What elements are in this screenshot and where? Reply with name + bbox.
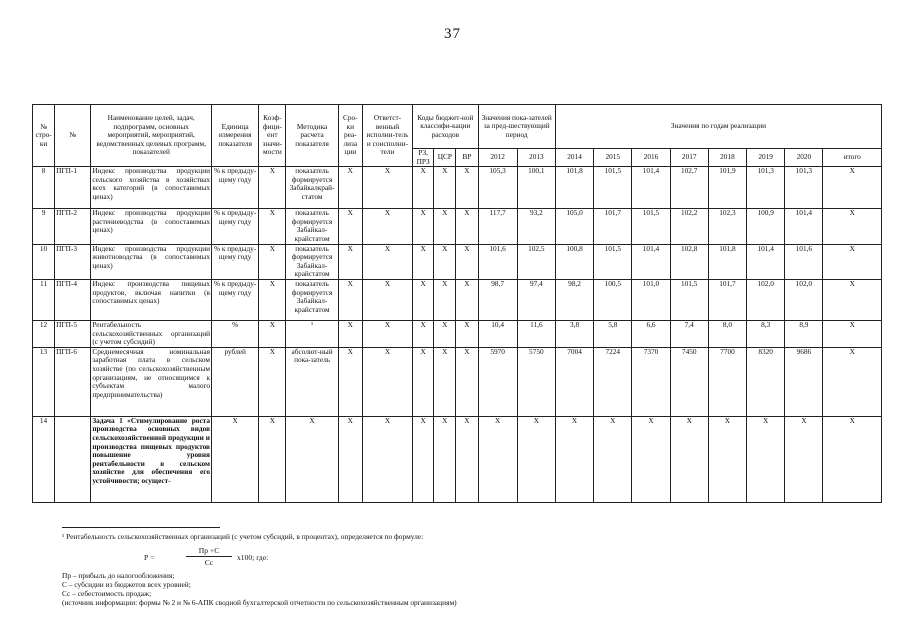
value-cell: Х <box>594 416 632 502</box>
formula-fraction <box>186 546 232 567</box>
responsible-cell: Х <box>362 416 412 502</box>
table-row <box>33 279 882 320</box>
header-year: 2019 <box>747 149 785 167</box>
name-cell: Среднемесячная номинальная заработная плата в сельском хозяйстве (по сельскохозяйственным организациям, не относящимся к субъектам малого предпринимательства) <box>91 347 212 416</box>
rz-cell: Х <box>413 167 434 209</box>
unit-cell: % к предыду-щему году <box>212 279 259 320</box>
value-cell: 7224 <box>594 347 632 416</box>
coefficient-cell: Х <box>259 209 286 244</box>
method-cell: показатель формируется Забайкалкрай-статом <box>286 167 338 209</box>
responsible-cell: Х <box>362 167 412 209</box>
value-cell: Х <box>632 416 670 502</box>
value-cell: Х <box>747 416 785 502</box>
unit-cell: рублей <box>212 347 259 416</box>
value-cell: 101,8 <box>555 167 593 209</box>
method-cell: абсолют-ный пока-затель <box>286 347 338 416</box>
csr-cell: Х <box>434 416 456 502</box>
header-row-number: № стро-ки <box>33 105 55 167</box>
table-row <box>33 167 882 209</box>
csr-cell: Х <box>434 279 456 320</box>
value-cell: 101,3 <box>785 167 823 209</box>
value-cell: 5750 <box>517 347 555 416</box>
vr-cell: Х <box>456 209 478 244</box>
code-cell: ПГП-3 <box>55 244 91 279</box>
unit-cell: % к предыду-щему году <box>212 244 259 279</box>
task-row <box>33 416 882 502</box>
formula-numerator: Пр +С <box>186 546 232 557</box>
value-cell: 101,5 <box>670 279 708 320</box>
header-year: 2018 <box>708 149 746 167</box>
table-row <box>33 347 882 416</box>
value-cell: 8,9 <box>785 320 823 347</box>
header-year: 2016 <box>632 149 670 167</box>
responsible-cell: Х <box>362 320 412 347</box>
value-cell: 102,2 <box>670 209 708 244</box>
definition: Пр – прибыль до налогообложения; <box>62 571 175 580</box>
value-cell: 102,7 <box>670 167 708 209</box>
table-row <box>33 320 882 347</box>
value-cell: Х <box>708 416 746 502</box>
header-coefficient: Коэф-фици-ент значи-мости <box>259 105 286 167</box>
value-cell: 5970 <box>478 347 517 416</box>
method-cell: ¹ <box>286 320 338 347</box>
header-year: 2017 <box>670 149 708 167</box>
row-number-cell: 8 <box>33 167 55 209</box>
header-method: Методика расчета показателя <box>286 105 338 167</box>
value-cell: 100,1 <box>517 167 555 209</box>
vr-cell: Х <box>456 320 478 347</box>
rz-cell: Х <box>413 320 434 347</box>
footnote-rule <box>62 527 220 528</box>
value-cell: 101,0 <box>632 279 670 320</box>
csr-cell: Х <box>434 320 456 347</box>
value-cell: 102,0 <box>747 279 785 320</box>
header-year: 2012 <box>478 149 517 167</box>
footnote-text: ¹ Рентабельность сельскохозяйственных организаций (с учетом субсидий, в процентах), определяется по формуле: <box>62 532 424 541</box>
rz-cell: Х <box>413 244 434 279</box>
total-cell: Х <box>823 244 882 279</box>
value-cell: 8,0 <box>708 320 746 347</box>
header-unit: Единица измерения показателя <box>212 105 259 167</box>
value-cell: 9686 <box>785 347 823 416</box>
formula-lhs: Р = <box>144 553 155 562</box>
value-cell: 102,5 <box>517 244 555 279</box>
row-number-cell: 10 <box>33 244 55 279</box>
csr-cell: Х <box>434 347 456 416</box>
value-cell: 101,6 <box>785 244 823 279</box>
definition: С – субсидии из бюджетов всех уровней; <box>62 580 191 589</box>
vr-cell: Х <box>456 347 478 416</box>
rz-cell: Х <box>413 416 434 502</box>
code-cell <box>55 416 91 502</box>
value-cell: 98,7 <box>478 279 517 320</box>
header-code: № <box>55 105 91 167</box>
coefficient-cell: Х <box>259 279 286 320</box>
total-cell: Х <box>823 320 882 347</box>
header-year: 2020 <box>785 149 823 167</box>
value-cell: Х <box>555 416 593 502</box>
value-cell: Х <box>517 416 555 502</box>
code-cell: ПГП-6 <box>55 347 91 416</box>
header-prev-period: Значения пока-зателей за пред-шествующий период <box>478 105 555 149</box>
csr-cell: Х <box>434 244 456 279</box>
terms-cell: Х <box>338 416 362 502</box>
total-cell: Х <box>823 209 882 244</box>
rz-cell: Х <box>413 347 434 416</box>
value-cell: 7370 <box>632 347 670 416</box>
terms-cell: Х <box>338 320 362 347</box>
vr-cell: Х <box>456 167 478 209</box>
table-row <box>33 244 882 279</box>
code-cell: ПГП-1 <box>55 167 91 209</box>
formula-rhs: х100; где: <box>237 553 269 562</box>
value-cell: 101,4 <box>632 244 670 279</box>
value-cell: 101,4 <box>747 244 785 279</box>
csr-cell: Х <box>434 167 456 209</box>
value-cell: 101,4 <box>632 167 670 209</box>
unit-cell: % <box>212 320 259 347</box>
total-cell: Х <box>823 416 882 502</box>
unit-cell: Х <box>212 416 259 502</box>
value-cell: 8320 <box>747 347 785 416</box>
header-by-years: Значения по годам реализации <box>555 105 881 149</box>
value-cell: 101,3 <box>747 167 785 209</box>
value-cell: 101,6 <box>478 244 517 279</box>
value-cell: 93,2 <box>517 209 555 244</box>
definition: Сс – себестоимость продаж; <box>62 589 152 598</box>
indicators-table <box>32 104 882 503</box>
value-cell: 7004 <box>555 347 593 416</box>
header-rz: РЗ, ПРЗ <box>413 149 434 167</box>
coefficient-cell: Х <box>259 347 286 416</box>
header-name: Наименование целей, задач, подпрограмм, основных мероприятий, мероприятий, ведомственных целевых программ, показателей <box>91 105 212 167</box>
header-responsible: Ответст-венный исполни-тель и соисполни-тели <box>362 105 412 167</box>
value-cell: 5,8 <box>594 320 632 347</box>
code-cell: ПГП-4 <box>55 279 91 320</box>
header-year: 2015 <box>594 149 632 167</box>
coefficient-cell: Х <box>259 167 286 209</box>
value-cell: 3,8 <box>555 320 593 347</box>
header-total: итого <box>823 149 882 167</box>
header-year: 2013 <box>517 149 555 167</box>
responsible-cell: Х <box>362 244 412 279</box>
name-cell: Рентабельность сельскохозяйственных организаций (с учетом субсидий) <box>92 320 211 347</box>
responsible-cell: Х <box>362 209 412 244</box>
unit-cell: % к предыду-щему году <box>212 167 259 209</box>
row-number-cell: 12 <box>33 320 55 347</box>
terms-cell: Х <box>338 244 362 279</box>
formula-denominator: Сс <box>204 558 214 567</box>
coefficient-cell: Х <box>259 320 286 347</box>
header-year: 2014 <box>555 149 593 167</box>
value-cell: 6,6 <box>632 320 670 347</box>
value-cell: 101,5 <box>594 167 632 209</box>
value-cell: 101,7 <box>594 209 632 244</box>
value-cell: 100,8 <box>555 244 593 279</box>
responsible-cell: Х <box>362 279 412 320</box>
coefficient-cell: Х <box>259 416 286 502</box>
vr-cell: Х <box>456 244 478 279</box>
row-number-cell: 9 <box>33 209 55 244</box>
value-cell: 101,7 <box>708 279 746 320</box>
unit-cell: % к предыду-щему году <box>212 209 259 244</box>
name-cell: Индекс производства продукции сельского хозяйства в хозяйствах всех категорий (в сопоставимых ценах) <box>91 167 212 209</box>
value-cell: Х <box>670 416 708 502</box>
value-cell: 117,7 <box>478 209 517 244</box>
value-cell: 102,0 <box>785 279 823 320</box>
row-number-cell: 11 <box>33 279 55 320</box>
value-cell: 101,9 <box>708 167 746 209</box>
row-number-cell: 13 <box>33 347 55 416</box>
method-cell: показатель формируется Забайкал-крайстатом <box>286 209 338 244</box>
name-cell: Индекс производства пищевых продуктов, включая напитки (в сопоставимых ценах) <box>91 279 212 320</box>
responsible-cell: Х <box>362 347 412 416</box>
terms-cell: Х <box>338 167 362 209</box>
code-cell: ПГП-2 <box>55 209 91 244</box>
value-cell: 98,2 <box>555 279 593 320</box>
header-csr: ЦСР <box>434 149 456 167</box>
total-cell: Х <box>823 347 882 416</box>
value-cell: 7,4 <box>670 320 708 347</box>
footnote-definitions <box>62 571 862 607</box>
rz-cell: Х <box>413 209 434 244</box>
code-cell: ПГП-5 <box>55 320 91 347</box>
value-cell: 101,8 <box>708 244 746 279</box>
value-cell: 100,5 <box>594 279 632 320</box>
coefficient-cell: Х <box>259 244 286 279</box>
value-cell: Х <box>785 416 823 502</box>
header-terms: Сро-ки реа-лиза ции <box>338 105 362 167</box>
total-cell: Х <box>823 167 882 209</box>
terms-cell: Х <box>338 209 362 244</box>
page-number: 37 <box>444 26 461 42</box>
value-cell: 105,3 <box>478 167 517 209</box>
definition: (источник информации: формы № 2 и № 6-АПК сводной бухгалтерской отчетности по сельскохозяйственным организациям) <box>62 598 457 607</box>
value-cell: 101,5 <box>594 244 632 279</box>
value-cell: Х <box>478 416 517 502</box>
table-row <box>33 209 882 244</box>
row-number-cell: 14 <box>33 416 55 502</box>
value-cell: 100,9 <box>747 209 785 244</box>
value-cell: 101,5 <box>632 209 670 244</box>
name-cell: Задача 1 «Стимулирование роста производства основных видов сельскохозяйственной продукции и производства пищевых продуктов повышение уровня рентабельности в сельском хозяйстве для обеспечения его устойчивости; осущест- <box>91 416 212 502</box>
value-cell: 7700 <box>708 347 746 416</box>
terms-cell: Х <box>338 279 362 320</box>
name-cell: Индекс производства продукции животноводства (в сопоставимых ценах) <box>91 244 212 279</box>
terms-cell: Х <box>338 347 362 416</box>
csr-cell: Х <box>434 209 456 244</box>
value-cell: 7450 <box>670 347 708 416</box>
value-cell: 105,0 <box>555 209 593 244</box>
vr-cell: Х <box>456 416 478 502</box>
header-budget-codes: Коды бюджет-ной классифи-кации расходов <box>413 105 478 149</box>
total-cell: Х <box>823 279 882 320</box>
name-cell: Индекс производства продукции растениеводства (в сопоставимых ценах) <box>91 209 212 244</box>
vr-cell: Х <box>456 279 478 320</box>
value-cell: 102,3 <box>708 209 746 244</box>
value-cell: 97,4 <box>517 279 555 320</box>
value-cell: 10,4 <box>478 320 517 347</box>
value-cell: 8,3 <box>747 320 785 347</box>
value-cell: 102,8 <box>670 244 708 279</box>
method-cell: Х <box>286 416 338 502</box>
value-cell: 101,4 <box>785 209 823 244</box>
header-vr: ВР <box>456 149 478 167</box>
value-cell: 11,6 <box>517 320 555 347</box>
rz-cell: Х <box>413 279 434 320</box>
method-cell: показатель формируется Забайкал-крайстатом <box>286 244 338 279</box>
method-cell: показатель формируется Забайкал-крайстатом <box>286 279 338 320</box>
